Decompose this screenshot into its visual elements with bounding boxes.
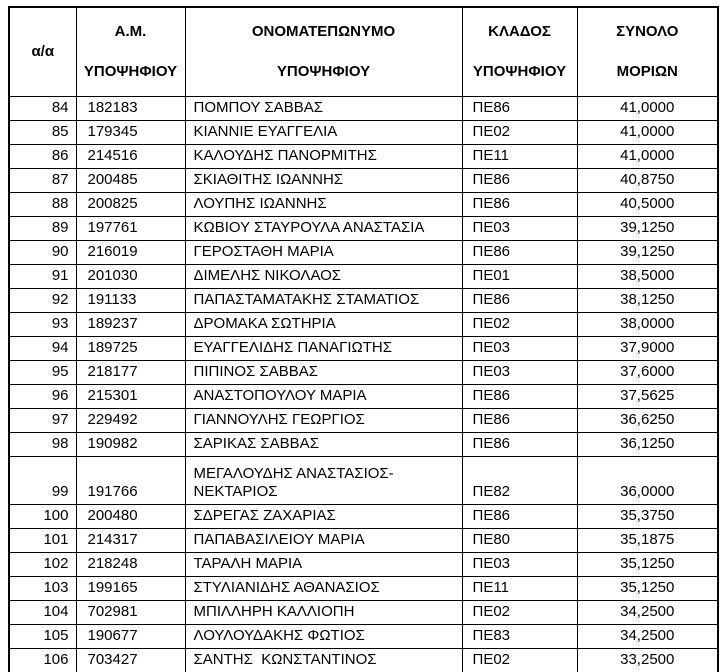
cell-candidate-name: ΕΥΑΓΓΕΛΙΔΗΣ ΠΑΝΑΓΙΩΤΗΣ [185,337,462,361]
column-header-inner [578,8,718,96]
table-row [9,553,718,577]
column-header-inner [77,8,185,96]
column-header-line1: ΚΛΑΔΟΣ [488,23,551,40]
header-row [9,7,718,97]
cell-branch: ΠΕ86 [462,505,577,529]
table-row [9,265,718,289]
cell-candidate-name: ΜΕΓΑΛΟΥΔΗΣ ΑΝΑΣΤΑΣΙΟΣ-ΝΕΚΤΑΡΙΟΣ [185,457,462,505]
cell-total-points: 37,5625 [577,385,718,409]
cell-total-points: 36,0000 [577,457,718,505]
table-row [9,361,718,385]
cell-total-points: 40,8750 [577,169,718,193]
cell-total-points: 38,5000 [577,265,718,289]
cell-branch: ΠΕ83 [462,625,577,649]
cell-branch: ΠΕ11 [462,145,577,169]
cell-row-number: 86 [9,145,76,169]
cell-candidate-name: ΛΟΥΠΗΣ ΙΩΑΝΝΗΣ [185,193,462,217]
cell-branch: ΠΕ86 [462,97,577,121]
cell-total-points: 40,5000 [577,193,718,217]
cell-total-points: 41,0000 [577,145,718,169]
cell-branch: ΠΕ86 [462,289,577,313]
cell-registration-number: 179345 [76,121,185,145]
candidates-ranking-table [8,6,719,672]
cell-branch: ΠΕ02 [462,313,577,337]
cell-row-number: 105 [9,625,76,649]
cell-total-points: 41,0000 [577,121,718,145]
table-row [9,193,718,217]
cell-registration-number: 182183 [76,97,185,121]
column-header-line1: Α.Μ. [114,23,147,40]
cell-registration-number: 201030 [76,265,185,289]
column-header-inner [186,8,462,96]
cell-row-number: 104 [9,601,76,625]
cell-registration-number: 218248 [76,553,185,577]
cell-registration-number: 197761 [76,217,185,241]
cell-total-points: 35,1875 [577,529,718,553]
cell-candidate-name: ΛΟΥΛΟΥΔΑΚΗΣ ΦΩΤΙΟΣ [185,625,462,649]
cell-candidate-name: ΣΑΝΤΗΣ ΚΩΝΣΤΑΝΤΙΝΟΣ [185,649,462,672]
column-header-am [76,7,185,97]
cell-registration-number: 189237 [76,313,185,337]
cell-registration-number: 191766 [76,457,185,505]
cell-total-points: 37,9000 [577,337,718,361]
cell-branch: ΠΕ11 [462,577,577,601]
table-row [9,577,718,601]
column-header-line1: ΟΝΟΜΑΤΕΠΩΝΥΜΟ [251,23,396,40]
cell-branch: ΠΕ02 [462,121,577,145]
column-header-inner [463,8,577,96]
cell-branch: ΠΕ86 [462,433,577,457]
cell-registration-number: 191133 [76,289,185,313]
cell-branch: ΠΕ86 [462,193,577,217]
cell-registration-number: 214317 [76,529,185,553]
table-row [9,409,718,433]
cell-row-number: 102 [9,553,76,577]
table-row [9,529,718,553]
cell-candidate-name: ΠΙΠΙΝΟΣ ΣΑΒΒΑΣ [185,361,462,385]
cell-candidate-name: ΣΚΙΑΘΙΤΗΣ ΙΩΑΝΝΗΣ [185,169,462,193]
cell-row-number: 101 [9,529,76,553]
cell-branch: ΠΕ86 [462,385,577,409]
cell-row-number: 100 [9,505,76,529]
cell-total-points: 35,1250 [577,553,718,577]
column-header-name [185,7,462,97]
cell-candidate-name: ΔΙΜΕΛΗΣ ΝΙΚΟΛΑΟΣ [185,265,462,289]
column-header-line1: α/α [31,43,55,60]
table-row [9,97,718,121]
cell-branch: ΠΕ03 [462,217,577,241]
cell-registration-number: 199165 [76,577,185,601]
cell-row-number: 106 [9,649,76,672]
cell-total-points: 37,6000 [577,361,718,385]
cell-candidate-name: ΚΙΑΝΝΙΕ ΕΥΑΓΓΕΛΙΑ [185,121,462,145]
cell-candidate-name: ΠΑΠΑΒΑΣΙΛΕΙΟΥ ΜΑΡΙΑ [185,529,462,553]
cell-total-points: 33,2500 [577,649,718,672]
cell-registration-number: 216019 [76,241,185,265]
cell-registration-number: 229492 [76,409,185,433]
cell-registration-number: 190677 [76,625,185,649]
cell-total-points: 36,1250 [577,433,718,457]
cell-total-points: 34,2500 [577,601,718,625]
cell-row-number: 98 [9,433,76,457]
cell-total-points: 41,0000 [577,97,718,121]
cell-branch: ΠΕ03 [462,361,577,385]
table-row [9,601,718,625]
cell-candidate-name: ΔΡΟΜΑΚΑ ΣΩΤΗΡΙΑ [185,313,462,337]
cell-candidate-name: ΠΑΠΑΣΤΑΜΑΤΑΚΗΣ ΣΤΑΜΑΤΙΟΣ [185,289,462,313]
cell-row-number: 103 [9,577,76,601]
cell-row-number: 89 [9,217,76,241]
cell-row-number: 97 [9,409,76,433]
cell-candidate-name: ΣΑΡΙΚΑΣ ΣΑΒΒΑΣ [185,433,462,457]
column-header-line1: ΣΥΝΟΛΟ [616,23,679,40]
cell-branch: ΠΕ80 [462,529,577,553]
cell-registration-number: 200485 [76,169,185,193]
cell-total-points: 36,6250 [577,409,718,433]
table-row [9,457,718,505]
cell-branch: ΠΕ82 [462,457,577,505]
cell-candidate-name: ΜΠΙΛΛΗΡΗ ΚΑΛΛΙΟΠΗ [185,601,462,625]
table-row [9,337,718,361]
table-row [9,169,718,193]
cell-total-points: 38,1250 [577,289,718,313]
cell-candidate-name: ΚΩΒΙΟΥ ΣΤΑΥΡΟΥΛΑ ΑΝΑΣΤΑΣΙΑ [185,217,462,241]
cell-row-number: 95 [9,361,76,385]
cell-candidate-name: ΓΕΡΟΣΤΑΘΗ ΜΑΡΙΑ [185,241,462,265]
table-row [9,385,718,409]
table-row [9,505,718,529]
table-row [9,121,718,145]
table-row [9,625,718,649]
cell-branch: ΠΕ02 [462,601,577,625]
cell-candidate-name: ΣΔΡΕΓΑΣ ΖΑΧΑΡΙΑΣ [185,505,462,529]
table-row [9,649,718,672]
cell-branch: ΠΕ86 [462,169,577,193]
cell-registration-number: 200825 [76,193,185,217]
cell-row-number: 84 [9,97,76,121]
cell-total-points: 39,1250 [577,241,718,265]
cell-row-number: 92 [9,289,76,313]
table-row [9,145,718,169]
table-row [9,433,718,457]
cell-row-number: 91 [9,265,76,289]
table-row [9,313,718,337]
cell-branch: ΠΕ01 [462,265,577,289]
table-row [9,241,718,265]
cell-total-points: 38,0000 [577,313,718,337]
column-header-inner [10,8,76,96]
cell-row-number: 85 [9,121,76,145]
table-row [9,217,718,241]
cell-branch: ΠΕ86 [462,241,577,265]
cell-registration-number: 200480 [76,505,185,529]
cell-registration-number: 703427 [76,649,185,672]
column-header-index [9,7,76,97]
cell-candidate-name: ΚΑΛΟΥΔΗΣ ΠΑΝΟΡΜΙΤΗΣ [185,145,462,169]
cell-branch: ΠΕ03 [462,553,577,577]
cell-row-number: 87 [9,169,76,193]
column-header-line2: ΥΠΟΨΗΦΙΟΥ [83,63,178,80]
column-header-line2: ΥΠΟΨΗΦΙΟΥ [472,63,567,80]
cell-registration-number: 189725 [76,337,185,361]
column-header-moria [577,7,718,97]
cell-row-number: 90 [9,241,76,265]
column-header-line2: ΜΟΡΙΩΝ [616,63,678,80]
cell-total-points: 35,3750 [577,505,718,529]
cell-total-points: 39,1250 [577,217,718,241]
cell-row-number: 96 [9,385,76,409]
cell-row-number: 93 [9,313,76,337]
cell-registration-number: 214516 [76,145,185,169]
cell-candidate-name: ΣΤΥΛΙΑΝΙΔΗΣ ΑΘΑΝΑΣΙΟΣ [185,577,462,601]
cell-registration-number: 215301 [76,385,185,409]
cell-row-number: 99 [9,457,76,505]
cell-total-points: 34,2500 [577,625,718,649]
cell-row-number: 94 [9,337,76,361]
column-header-line2: ΥΠΟΨΗΦΙΟΥ [276,63,371,80]
cell-total-points: 35,1250 [577,577,718,601]
cell-candidate-name: ΓΙΑΝΝΟΥΛΗΣ ΓΕΩΡΓΙΟΣ [185,409,462,433]
cell-branch: ΠΕ03 [462,337,577,361]
cell-candidate-name: ΤΑΡΑΛΗ ΜΑΡΙΑ [185,553,462,577]
table-row [9,289,718,313]
cell-branch: ΠΕ86 [462,409,577,433]
cell-candidate-name: ΠΟΜΠΟΥ ΣΑΒΒΑΣ [185,97,462,121]
cell-registration-number: 190982 [76,433,185,457]
cell-registration-number: 218177 [76,361,185,385]
cell-row-number: 88 [9,193,76,217]
cell-registration-number: 702981 [76,601,185,625]
cell-branch: ΠΕ02 [462,649,577,672]
cell-candidate-name: ΑΝΑΣΤΟΠΟΥΛΟΥ ΜΑΡΙΑ [185,385,462,409]
column-header-klados [462,7,577,97]
